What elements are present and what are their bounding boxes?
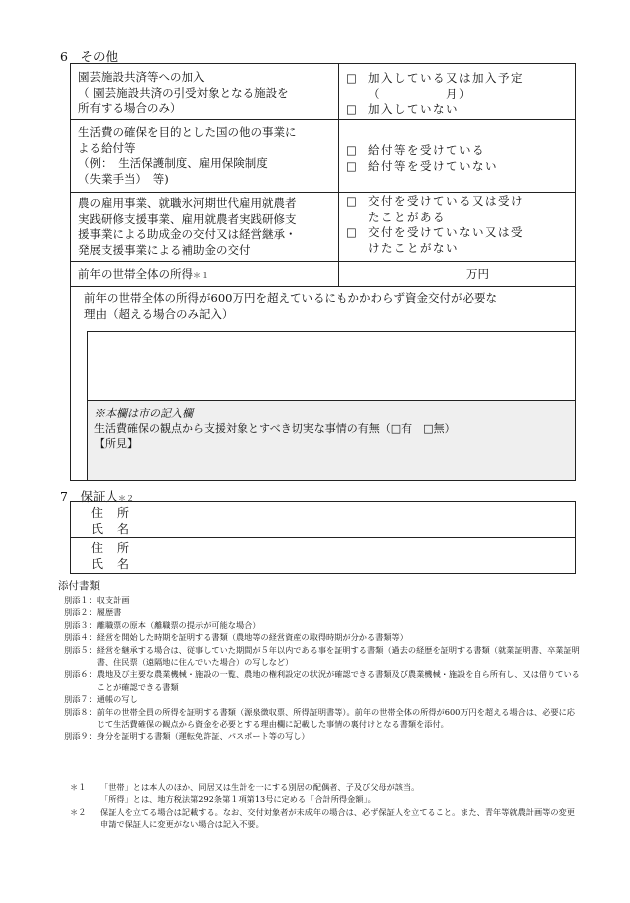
row-income [70,262,576,287]
guarantor-table [70,501,576,574]
list-item: 別添９： 身分を証明する書類（運転免許証、パスポート等の写し） [64,731,310,742]
income-label: 前年の世帯全体の所得＊１ [78,267,209,281]
row-insurance-options: □ 加入している又は加入予定 （ 月） □ 加入していない [346,71,524,116]
row-subsidies-options: □ 交付を受けている又は受け たことがある □ 交付を受けていない又は受 けたことがない [346,194,524,255]
row-insurance [70,63,576,120]
checkbox[interactable]: □ [346,194,357,208]
city-title: ※本欄は市の記入欄 [94,407,193,420]
reason-label: 前年の世帯全体の所得が600万円を超えているにもかかわらず資金交付が必要な 理由（超える場合のみ記入） [84,291,497,321]
income-unit: 万円 [466,267,489,281]
notes-list [70,781,582,831]
list-item: 別添６： 農地及び主要な農業機械・施設の一覧、農地の権利設定の状況が確認できる書類及び農業機械・施設を自ら所有し、又は借りていることが確認できる書類 [64,669,580,692]
attachments-list [64,594,582,743]
city-area [87,401,575,480]
checkbox[interactable]: □ [346,71,357,85]
list-item: 別添１： 収支計画 [64,595,130,605]
row-subsidies [70,193,576,262]
section7-title: 7 保証人＊２ [60,489,134,504]
checkbox[interactable]: □ [346,158,357,173]
guarantor1-labels: 住 所 氏 名 [91,506,131,536]
section6-title: 6 その他 [60,49,118,64]
guarantor2-input[interactable] [161,539,571,572]
reason-textarea[interactable] [87,331,575,401]
row-other-benefits [70,120,576,193]
checkbox[interactable]: □ [346,143,357,157]
list-item: 別添４： 経営を開始した時期を証明する書類（農地等の経営資産の取得時期が分かる書類等） [64,632,408,643]
city-opinion: 【所見】 [94,437,138,450]
income-input[interactable] [339,262,576,286]
list-item: 別添５： 経営を継承する場合は、従事していた期間が５年以内である事を証明する書類（過去の経歴を証明する書類（就業証明書、卒業証明書、住民票（遠隔地に住んでいた場合）の写しなど） [64,644,580,668]
row-other-benefits-label: 生活費の確保を目的とした国の他の事業に よる給付等 （例： 生活保護制度、雇用保険制度 （失業手当） 等) [78,125,297,186]
note-item: ＊２ 保証人を立てる場合は記載する。なお、交付対象者が未成年の場合は、必ず保証人を立てること。また、青年等就農計画等の変更申請で保証人に変更がない場合は記入不要。 [70,806,575,830]
guarantor2-labels: 住 所 氏 名 [91,541,131,571]
city-line: 生活費確保の観点から支援対象とすべき切実な事情の有無（□有 □無） [94,422,456,435]
list-item: 別添２： 履歴書 [64,607,122,618]
note-item: 「所得」とは、地方税法第292条第１項第13号に定める「合計所得金額」。 [100,794,376,805]
row-insurance-label: 園芸施設共済等への加入 （ 園芸施設共済の引受対象となる施設を 所有する場合のみ） [78,70,289,115]
list-item: 別添７： 通帳の写し [64,694,138,705]
note-item: ＊１ 「世帯」とは本人のほか、同居又は生計を一にする別居の配偶者、子及び父母が該当。 [70,782,420,792]
guarantor1-input[interactable] [161,504,571,535]
checkbox[interactable]: □ [346,102,357,116]
checkbox[interactable]: □ [346,225,357,239]
row-subsidies-label: 農の雇用事業、就職氷河期世代雇用就農者 実践研修支援事業、雇用就農者実践研修支 援事業による助成金の交付又は経営継承・ 発展支援事業による補助金の交付 [78,196,297,257]
row-other-benefits-options: □ 給付等を受けている □ 給付等を受けていない [346,143,498,173]
list-item: 別添８： 前年の世帯全員の所得を証明する書類（源泉徴収票、所得証明書等）。前年の世帯全体の所得が600万円を超える場合は、必要に応じて生活費確保の観点から資金を必要とする理由欄に記載した事情の裏付けとなる書類を添付。 [64,706,575,730]
attachments-title: 添付書類 [58,580,100,592]
list-item: 別添３： 離職票の原本（離職票の提示が可能な場合） [64,619,261,630]
